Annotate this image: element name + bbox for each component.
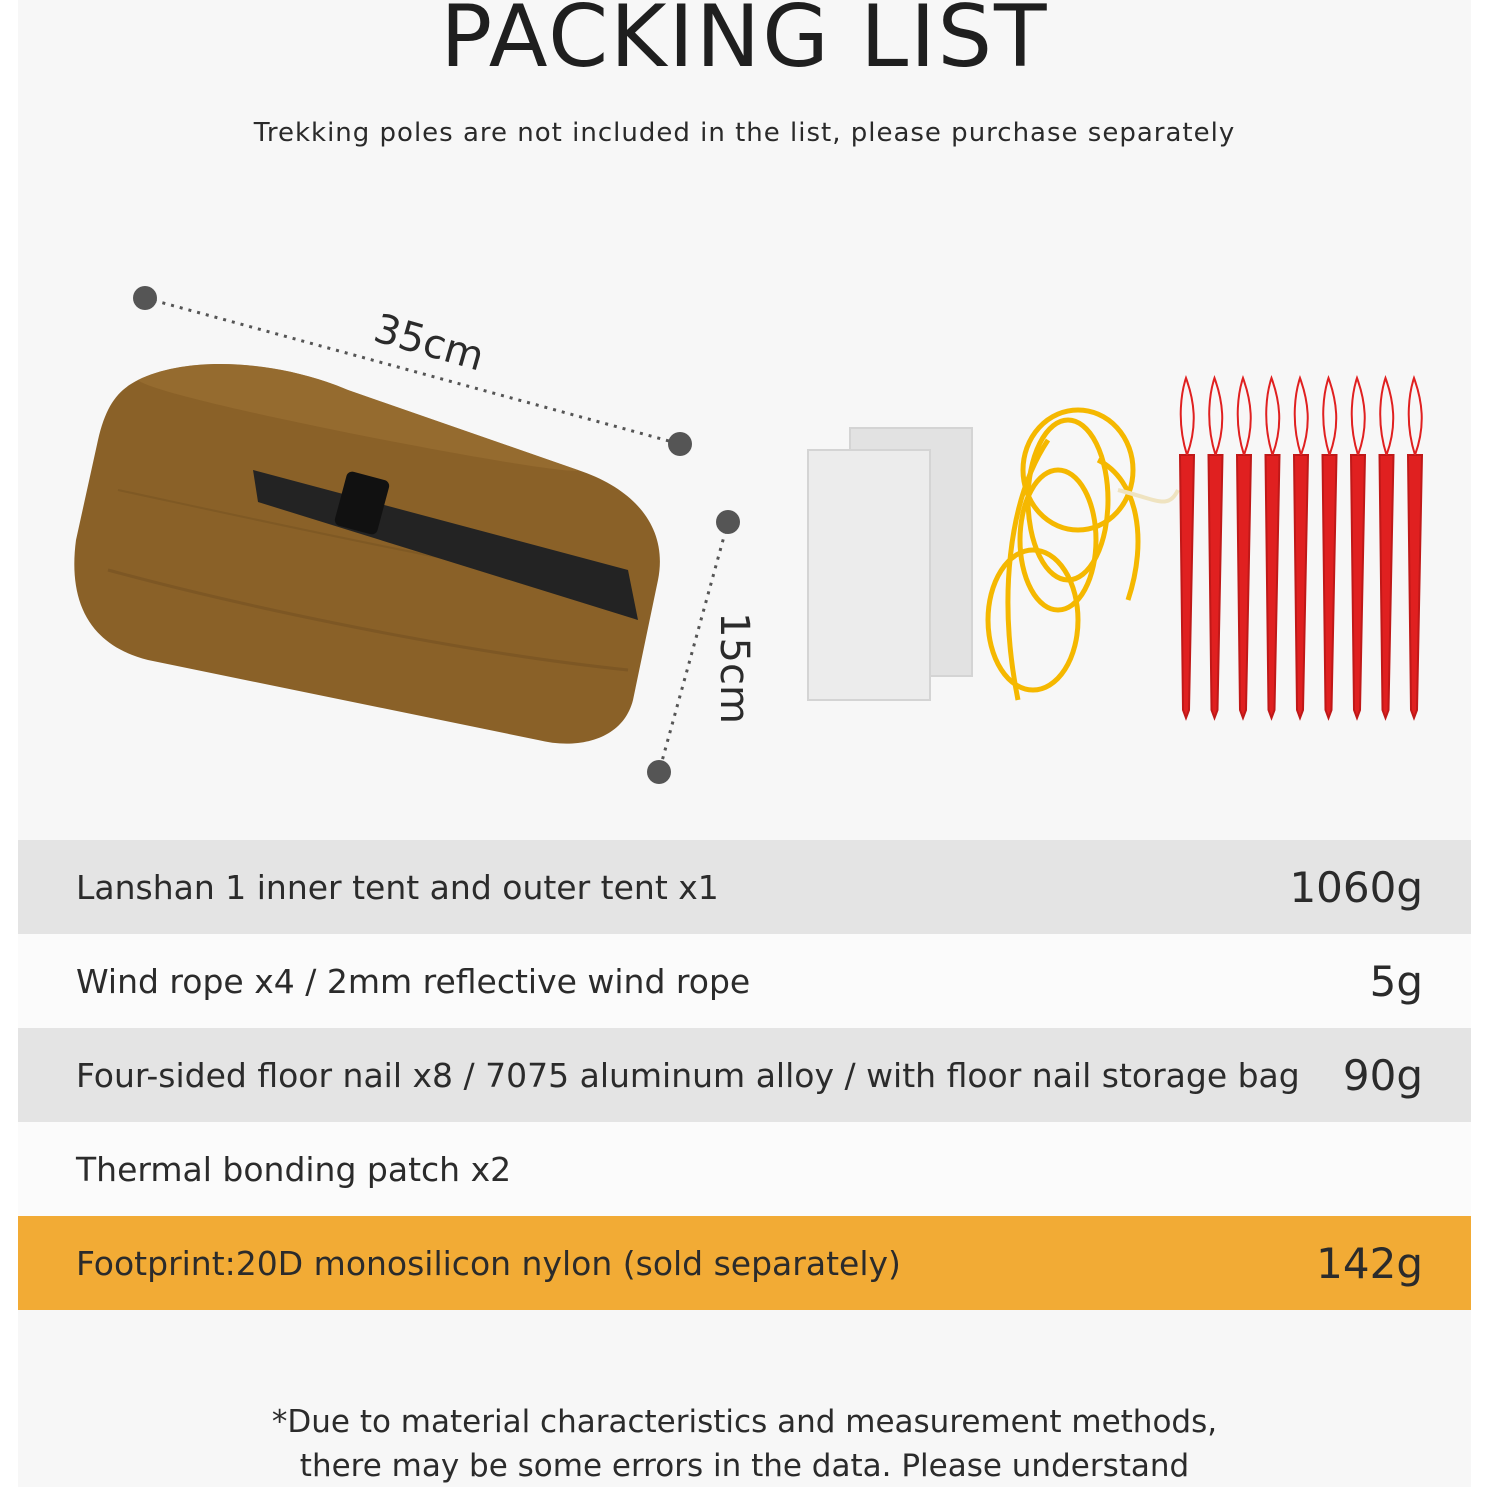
list-item (18, 1028, 1471, 1122)
list-item (18, 934, 1471, 1028)
tent-stake-cord (1295, 378, 1308, 455)
item-name: Thermal bonding patch x2 (76, 1149, 512, 1189)
footer-note-line-1: *Due to material characteristics and measurement methods, (271, 1404, 1218, 1440)
tent-stake (1266, 455, 1280, 718)
packing-list-page (18, 0, 1471, 1487)
tent-stake (1294, 455, 1308, 718)
item-weight: 90g (1342, 1050, 1423, 1100)
tent-stake (1408, 455, 1422, 718)
height-label: 15cm (710, 612, 757, 724)
tent-stake (1351, 455, 1365, 718)
item-name: Four-sided floor nail x8 / 7075 aluminum alloy / with floor nail storage bag (76, 1055, 1300, 1095)
item-name: Lanshan 1 inner tent and outer tent x1 (76, 867, 719, 907)
list-item-highlighted (18, 1216, 1471, 1310)
tent-stake-cord (1266, 378, 1279, 455)
item-weight: 5g (1369, 956, 1423, 1006)
stuff-sack-image (74, 364, 660, 744)
item-weight: 1060g (1289, 862, 1423, 912)
tent-stake (1323, 455, 1337, 718)
tent-stakes-image (1180, 378, 1422, 718)
tent-stake-cord (1380, 378, 1393, 455)
tent-stake-cord (1209, 378, 1222, 455)
tent-stake (1209, 455, 1223, 718)
tent-stake-cord (1238, 378, 1251, 455)
list-item (18, 840, 1471, 934)
item-name: Footprint:20D monosilicon nylon (sold separately) (76, 1243, 901, 1283)
length-label: 35cm (368, 305, 490, 381)
bonding-patches-image (808, 428, 972, 700)
product-illustration-svg (18, 240, 1471, 820)
page-title: PACKING LIST (440, 0, 1049, 87)
tent-stake-cord (1409, 378, 1422, 455)
footer-note (18, 1400, 1471, 1488)
tent-stake (1180, 455, 1194, 718)
tent-stake (1237, 455, 1251, 718)
tent-stake-cord (1352, 378, 1365, 455)
product-illustration (18, 240, 1471, 820)
footer-note-line-2: there may be some errors in the data. Please understand (299, 1448, 1190, 1484)
item-name: Wind rope x4 / 2mm reflective wind rope (76, 961, 751, 1001)
item-weight: 142g (1316, 1238, 1423, 1288)
wind-rope-image (988, 410, 1178, 700)
tent-stake-cord (1181, 378, 1194, 455)
tent-stake-cord (1323, 378, 1336, 455)
tent-stake (1380, 455, 1394, 718)
page-subtitle: Trekking poles are not included in the list, please purchase separately (253, 118, 1236, 148)
list-item (18, 1122, 1471, 1216)
